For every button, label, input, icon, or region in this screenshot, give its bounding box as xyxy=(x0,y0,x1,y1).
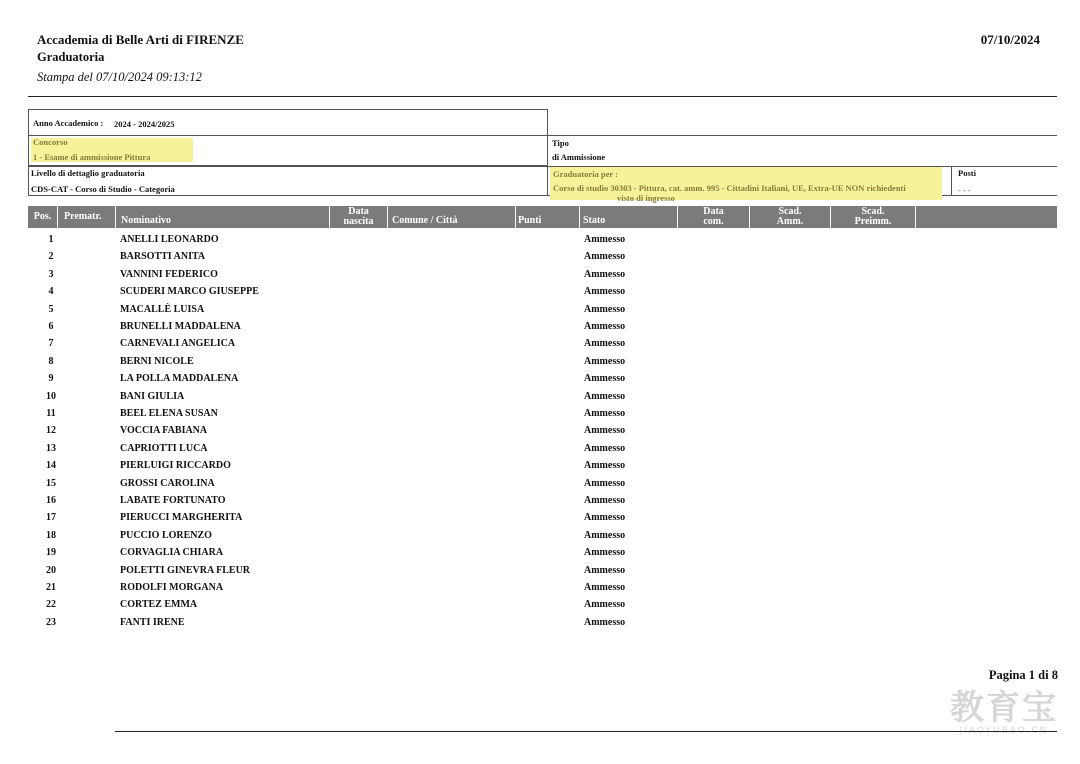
row-nominativo: POLETTI GINEVRA FLEUR xyxy=(120,564,251,576)
table-row xyxy=(28,495,1028,512)
row-stato: Ammesso xyxy=(584,303,626,315)
concorso-box xyxy=(28,135,548,166)
concorso-label: Concorso xyxy=(33,137,68,147)
row-position: 16 xyxy=(46,495,56,506)
row-nominativo: BARSOTTI ANITA xyxy=(120,251,206,263)
row-stato: Ammesso xyxy=(584,425,626,437)
row-nominativo: GROSSI CAROLINA xyxy=(120,477,215,489)
row-stato: Ammesso xyxy=(584,268,626,280)
table-row xyxy=(28,617,1028,634)
row-nominativo: VOCCIA FABIANA xyxy=(120,425,208,437)
row-stato: Ammesso xyxy=(584,599,626,611)
col-data-com-line2: com. xyxy=(703,216,724,227)
row-stato: Ammesso xyxy=(584,373,626,385)
anno-value: 2024 - 2024/2025 xyxy=(114,119,175,129)
row-stato: Ammesso xyxy=(584,616,626,628)
col-scad-amm-line2: Amm. xyxy=(776,216,804,227)
row-position: 23 xyxy=(46,616,56,628)
table-row xyxy=(28,425,1028,442)
row-position: 20 xyxy=(46,564,56,576)
header-date: 07/10/2024 xyxy=(980,32,1040,47)
table-row xyxy=(28,512,1028,529)
row-nominativo: FANTI IRENE xyxy=(120,616,185,628)
page-indicator: Pagina 1 di 8 xyxy=(988,668,1058,682)
row-stato: Ammesso xyxy=(584,286,626,298)
bottom-divider xyxy=(115,731,1057,732)
row-nominativo: RODOLFI MORGANA xyxy=(120,582,224,593)
row-nominativo: CORVAGLIA CHIARA xyxy=(120,547,224,559)
row-nominativo: CAPRIOTTI LUCA xyxy=(120,442,208,454)
row-position: 22 xyxy=(46,599,56,611)
row-stato: Ammesso xyxy=(584,442,626,454)
col-punti: Punti xyxy=(516,206,580,228)
row-stato: Ammesso xyxy=(584,408,626,419)
col-data-nascita-line2: nascita xyxy=(343,216,374,227)
row-position: 17 xyxy=(46,512,56,524)
table-row xyxy=(28,234,1028,251)
graduatoria-per-label: Graduatoria per : xyxy=(553,169,619,179)
print-stamp: Stampa del 07/10/2024 09:13:12 xyxy=(37,70,202,84)
table-row xyxy=(28,408,1028,425)
table-row xyxy=(28,391,1028,408)
row-nominativo: LABATE FORTUNATO xyxy=(120,495,226,506)
table-row xyxy=(28,356,1028,373)
table-row xyxy=(28,321,1028,338)
row-nominativo: CORTEZ EMMA xyxy=(120,599,198,611)
table-row xyxy=(28,304,1028,321)
col-data-nascita xyxy=(330,206,388,228)
row-position: 8 xyxy=(48,355,54,367)
col-scad-amm xyxy=(750,206,831,228)
row-position: 13 xyxy=(46,442,56,454)
row-nominativo: PIERLUIGI RICCARDO xyxy=(120,460,231,472)
table-row xyxy=(28,269,1028,286)
col-prematr: Prematr. xyxy=(58,206,116,228)
row-nominativo: PUCCIO LORENZO xyxy=(120,529,212,541)
row-stato: Ammesso xyxy=(584,338,626,350)
table-row xyxy=(28,373,1028,390)
col-scad-preimm-line2: Preimm. xyxy=(854,216,892,227)
row-stato: Ammesso xyxy=(584,477,626,489)
graduatoria-per-value-cont: visto di ingresso xyxy=(617,193,675,203)
row-stato: Ammesso xyxy=(584,529,626,541)
anno-box xyxy=(28,109,548,136)
row-nominativo: BERNI NICOLE xyxy=(120,355,194,367)
institution-name: Accademia di Belle Arti di FIRENZE xyxy=(37,32,244,47)
document-title: Graduatoria xyxy=(37,50,105,64)
livello-left-border xyxy=(28,166,29,195)
row-position: 11 xyxy=(46,408,56,419)
row-position: 21 xyxy=(46,582,56,593)
row-stato: Ammesso xyxy=(584,564,626,576)
graduatoria-per-value: Corso di studio 30303 - Pittura, cat. amm. 995 - Cittadini Italiani, UE, Extra-UE NON richiedenti xyxy=(553,183,906,193)
row-nominativo: BRUNELLI MADDALENA xyxy=(120,321,241,332)
row-position: 2 xyxy=(48,251,54,263)
watermark-url: JIAOYUBAO.CN xyxy=(959,726,1049,736)
livello-mid-border xyxy=(547,109,548,195)
row-nominativo: ANELLI LEONARDO xyxy=(120,234,219,245)
row-position: 4 xyxy=(48,286,54,298)
watermark-logo xyxy=(950,690,1058,736)
livello-value: CDS-CAT - Corso di Studio - Categoria xyxy=(31,184,175,194)
row-stato: Ammesso xyxy=(584,582,626,593)
row-stato: Ammesso xyxy=(584,495,626,506)
row-nominativo: LA POLLA MADDALENA xyxy=(120,373,239,385)
row-stato: Ammesso xyxy=(584,390,626,402)
row-position: 9 xyxy=(48,373,54,385)
col-scad-preimm-line1: Scad. xyxy=(861,206,885,217)
col-comune: Comune / Città xyxy=(388,206,516,228)
table-row xyxy=(28,547,1028,564)
row-stato: Ammesso xyxy=(584,547,626,559)
row-position: 12 xyxy=(46,425,56,437)
row-position: 18 xyxy=(46,529,56,541)
table-row xyxy=(28,599,1028,616)
row-position: 14 xyxy=(46,460,56,472)
tipo-cell xyxy=(547,135,1057,165)
col-scad-preimm xyxy=(831,206,916,228)
row-position: 6 xyxy=(48,321,54,332)
tipo-label: Tipo xyxy=(552,138,569,148)
col-scad-amm-line1: Scad. xyxy=(778,206,802,217)
row-stato: Ammesso xyxy=(584,512,626,524)
row-nominativo: BEEL ELENA SUSAN xyxy=(120,408,218,419)
row-position: 19 xyxy=(46,547,56,559)
posti-label: Posti xyxy=(958,168,976,178)
row-nominativo: PIERUCCI MARGHERITA xyxy=(120,512,243,524)
row-stato: Ammesso xyxy=(584,460,626,472)
col-data-nascita-line1: Data xyxy=(348,206,369,217)
livello-label: Livello di dettaglio graduatoria xyxy=(31,168,145,178)
col-pos: Pos. xyxy=(28,206,58,228)
posti-value: - - - xyxy=(958,185,971,195)
row-stato: Ammesso xyxy=(584,321,626,332)
col-extra xyxy=(916,206,1057,228)
table-row xyxy=(28,478,1028,495)
col-stato: Stato xyxy=(580,206,678,228)
row-stato: Ammesso xyxy=(584,234,626,245)
anno-label: Anno Accademico : xyxy=(33,118,104,128)
tipo-value: di Ammissione xyxy=(552,152,606,162)
row-position: 5 xyxy=(48,303,54,315)
row-stato: Ammesso xyxy=(584,355,626,367)
table-row xyxy=(28,530,1028,547)
table-row xyxy=(28,286,1028,303)
row-position: 10 xyxy=(46,390,56,402)
row-position: 7 xyxy=(48,338,54,350)
table-row xyxy=(28,251,1028,268)
col-nominativo: Nominativo xyxy=(116,206,330,228)
col-data-com-line1: Data xyxy=(703,206,724,217)
table-row xyxy=(28,338,1028,355)
row-nominativo: SCUDERI MARCO GIUSEPPE xyxy=(120,286,259,298)
row-nominativo: CARNEVALI ANGELICA xyxy=(120,338,236,350)
row-stato: Ammesso xyxy=(584,251,626,263)
row-position: 15 xyxy=(46,477,56,489)
table-row xyxy=(28,460,1028,477)
col-data-com xyxy=(678,206,750,228)
top-divider xyxy=(28,96,1057,97)
row-nominativo: VANNINI FEDERICO xyxy=(120,268,218,280)
row-position: 3 xyxy=(48,268,54,280)
row-position: 1 xyxy=(48,234,54,245)
table-row xyxy=(28,565,1028,582)
posti-border xyxy=(951,166,952,195)
concorso-value: 1 - Esame di ammissione Pittura xyxy=(33,152,151,162)
row-nominativo: MACALLÈ LUISA xyxy=(120,303,205,315)
table-row xyxy=(28,443,1028,460)
row-nominativo: BANI GIULIA xyxy=(120,390,185,402)
watermark-text: 教育宝 xyxy=(950,688,1058,728)
table-row xyxy=(28,582,1028,599)
